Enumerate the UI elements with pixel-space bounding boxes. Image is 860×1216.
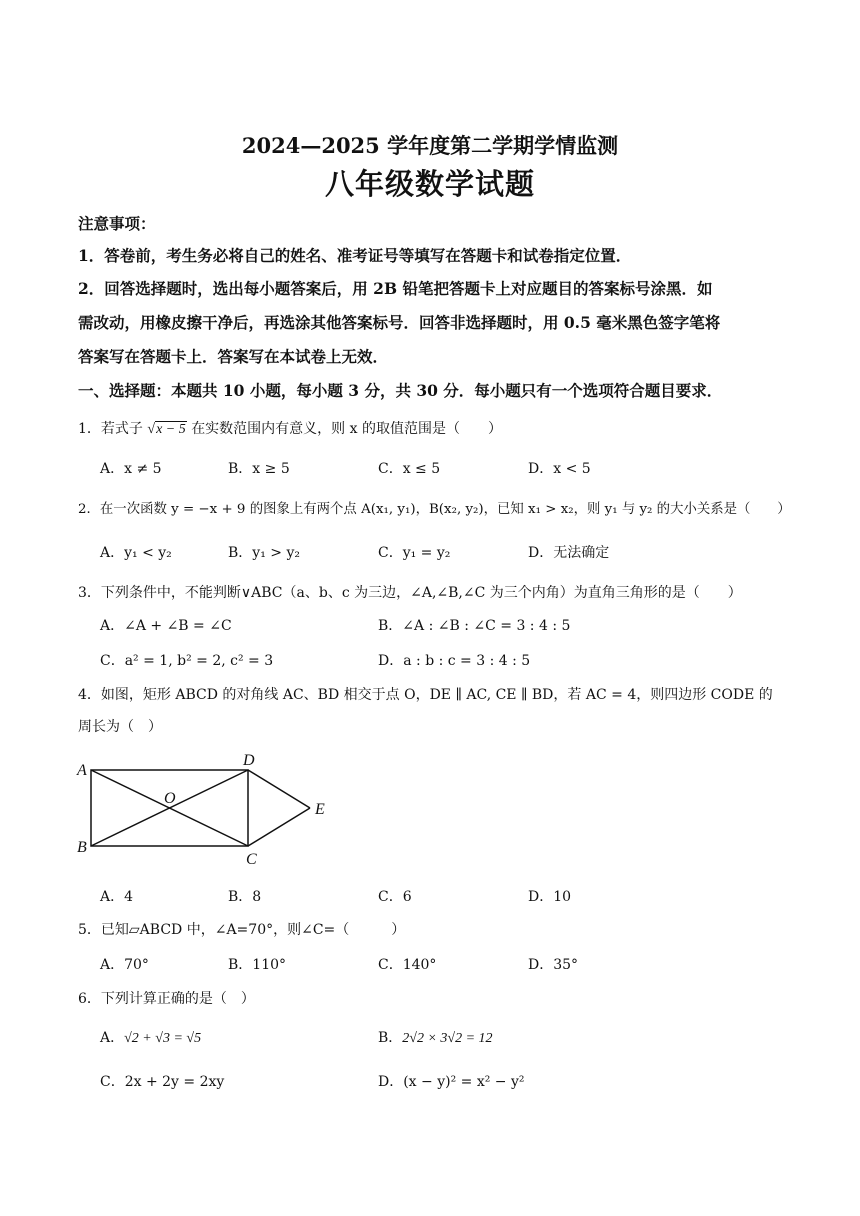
notice-item-2-cont: 需改动，用橡皮擦干净后，再选涂其他答案标号．回答非选择题时，用 0.5 毫米黑色签字笔将 [78,313,721,332]
question-5-option-c: C．140° [378,957,437,973]
question-6-option-b-prefix: B． [378,1030,403,1046]
question-4-stem: 4．如图，矩形 ABCD 的对角线 AC、BD 相交于点 O，DE ∥ AC, CE ∥ BD，若 AC = 4，则四边形 CODE 的 [78,687,773,703]
label-d: D [243,752,255,769]
label-a: A [77,762,87,779]
question-6-option-a-math: √2 + √3 = √5 [124,1031,202,1046]
rectangle-diagram [70,748,340,868]
segment-de [248,770,310,808]
exam-subtitle: 八年级数学试题 [324,167,535,201]
question-3-option-b: B．∠A : ∠B : ∠C = 3 : 4 : 5 [378,618,571,634]
sqrt-symbol: √ [147,422,156,437]
question-3-option-d: D．a : b : c = 3 : 4 : 5 [378,653,531,669]
question-6-option-a-prefix: A． [100,1030,125,1046]
section-heading: 一、选择题：本题共 10 小题，每小题 3 分，共 30 分．每小题只有一个选项符合题目要求． [78,381,723,400]
question-6-option-a [100,1027,201,1047]
question-4-option-b: B．8 [228,889,262,905]
question-1-stem-prefix: 1．若式子 [78,421,143,437]
question-6-stem: 6．下列计算正确的是（ ） [78,991,255,1007]
question-3-stem: 3．下列条件中，不能判断∨ABC（a、b、c 为三边，∠A,∠B,∠C 为三个内角）为直角三角形的是（ ） [78,585,742,601]
notice-item-2: 2．回答选择题时，选出每小题答案后，用 2B 铅笔把答题卡上对应题目的答案标号涂黑．如 [78,279,713,298]
notice-heading: 注意事项： [78,214,156,233]
question-5-option-d: D．35° [528,957,579,973]
question-6-option-b [378,1027,493,1047]
question-6-option-b-math: 2√2 × 3√2 = 12 [402,1031,493,1046]
question-2-option-c: C．y₁ = y₂ [378,545,451,561]
label-e: E [315,801,325,818]
question-4-option-d: D．10 [528,889,572,905]
question-1-stem-suffix: 在实数范围内有意义，则 x 的取值范围是（ ） [191,421,502,437]
question-1-option-c: C．x ≤ 5 [378,461,441,477]
question-2-option-a: A．y₁ < y₂ [100,545,172,561]
question-1-option-a: A．x ≠ 5 [100,461,162,477]
question-1-radicand: x − 5 [156,422,186,437]
exam-title: 2024—2025 学年度第二学期学情监测 [241,133,619,158]
question-2-option-b: B．y₁ > y₂ [228,545,300,561]
question-6-option-c: C．2x + 2y = 2xy [100,1074,225,1090]
question-3-option-c: C．a² = 1, b² = 2, c² = 3 [100,653,274,669]
question-4-stem-cont: 周长为（ ） [78,719,162,735]
question-3-option-a: A．∠A + ∠B = ∠C [100,618,232,634]
question-1-stem [78,418,502,438]
label-o: O [164,790,176,807]
notice-item-1: 1．答卷前，考生务必将自己的姓名、准考证号等填写在答题卡和试卷指定位置． [78,246,632,265]
question-4-option-c: C．6 [378,889,412,905]
question-6-option-d: D．(x − y)² = x² − y² [378,1074,525,1090]
question-2-stem: 2．在一次函数 y = −x + 9 的图象上有两个点 A(x₁, y₁)，B(x₂, y₂)，已知 x₁ > x₂，则 y₁ 与 y₂ 的大小关系是（ ） [78,502,791,517]
label-c: C [246,851,257,868]
label-b: B [77,839,87,856]
notice-item-2-cont2: 答案写在答题卡上．答案写在本试卷上无效． [78,347,389,366]
question-5-option-a: A．70° [100,957,149,973]
question-5-option-b: B．110° [228,957,287,973]
question-4-option-a: A．4 [100,889,134,905]
question-2-option-d: D．无法确定 [528,545,610,561]
question-1-option-d: D．x < 5 [528,461,591,477]
question-1-option-b: B．x ≥ 5 [228,461,290,477]
segment-ce [248,808,310,846]
question-5-stem: 5．已知▱ABCD 中，∠A=70°，则∠C=（ ） [78,922,406,938]
